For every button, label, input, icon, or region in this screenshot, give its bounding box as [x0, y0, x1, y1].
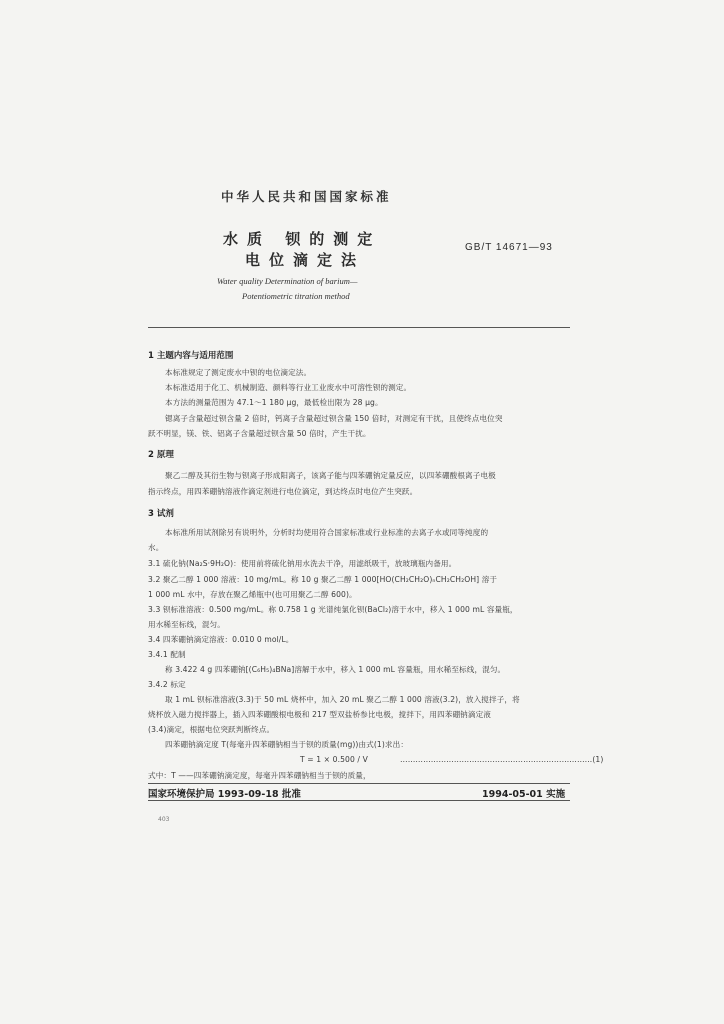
item-3-3b: 用水稀至标线，混匀。: [148, 620, 225, 629]
item-3-2a: 3.2 聚乙二醇 1 000 溶液：10 mg/mL。称 10 g 聚乙二醇 1 000[HO(CH₂CH₂O)ₙCH₂CH₂OH] 溶于: [148, 575, 498, 584]
item-3-4-1: 3.4.1 配制: [148, 650, 186, 659]
item-3-4-2-text-b: 烧杯放入磁力搅拌器上，插入四苯硼酸根电极和 217 型双盐桥参比电极，搅拌下，用四苯硼钠滴定液: [148, 710, 491, 719]
section2-para1b: 指示终点，用四苯硼钠溶液作滴定剂进行电位滴定，到达终点时电位产生突跃。: [148, 487, 418, 496]
item-3-1: 3.1 硫化钠(Na₂S·9H₂O)：使用前将硫化钠用水洗去干净，用滤纸吸干，放玻璃瓶内备用。: [148, 559, 457, 568]
effective-date: 1994-05-01 实施: [482, 789, 566, 800]
section1-para4b: 跃不明显，镁、铁、铝离子含量超过钡含量 50 倍时，产生干扰。: [148, 429, 371, 438]
section3-intro-a: 本标准所用试剂除另有说明外，分析时均使用符合国家标准或行业标准的去离子水或同等纯度的: [165, 528, 489, 537]
item-3-4-2-text-c: (3.4)滴定，根据电位突跃判断终点。: [148, 725, 275, 734]
section3-intro-b: 水。: [148, 543, 164, 552]
approval-date: 国家环境保护局 1993-09-18 批准: [148, 789, 301, 800]
footer-divider-top: [148, 783, 570, 784]
standard-code: GB/T 14671—93: [465, 242, 553, 253]
item-3-4-2-text-d: 四苯硼钠滴定度 T(每毫升四苯硼钠相当于钡的质量(mg))由式(1)求出：: [165, 740, 409, 749]
doc-title-line1: 水质 钡的测定: [223, 230, 382, 248]
section1-para4a: 锶离子含量超过钡含量 2 倍时，钙离子含量超过钡含量 150 倍时，对测定有干扰，且使终点电位突: [165, 414, 503, 423]
section2-para1a: 聚乙二醇及其衍生物与钡离子形成阳离子，该离子能与四苯硼钠定量反应，以四苯硼酸根离子电极: [165, 471, 496, 480]
item-3-3a: 3.3 钡标准溶液：0.500 mg/mL。称 0.758 1 g 光谱纯氯化钡(BaCl₂)溶于水中，移入 1 000 mL 容量瓶，: [148, 605, 518, 614]
item-3-4-2-text-a: 取 1 mL 钡标准溶液(3.3)于 50 mL 烧杯中，加入 20 mL 聚乙二醇 1 000 溶液(3.2)，放入搅拌子，将: [165, 695, 520, 704]
item-3-4: 3.4 四苯硼钠滴定溶液：0.010 0 mol/L。: [148, 635, 294, 644]
formula-number: …………………………………………………………………(1): [400, 755, 604, 764]
section1-title: 1 主题内容与适用范围: [148, 351, 234, 361]
section1-para2: 本标准适用于化工、机械制造、颜料等行业工业废水中可溶性钡的测定。: [165, 383, 412, 392]
title-english-line1: Water quality Determination of barium—: [217, 276, 358, 286]
item-3-4-2: 3.4.2 标定: [148, 680, 186, 689]
item-3-4-1-text: 称 3.422 4 g 四苯硼钠[(C₆H₅)₄BNa]溶解于水中，移入 1 000 mL 容量瓶，用水稀至标线，混匀。: [165, 665, 506, 674]
item-3-2b: 1 000 mL 水中，存放在聚乙烯瓶中(也可用聚乙二醇 600)。: [148, 590, 357, 599]
section1-para3: 本方法的测量范围为 47.1～1 180 μg，最低检出限为 28 μg。: [165, 398, 383, 407]
standard-org: 中华人民共和国国家标准: [221, 189, 392, 204]
section1-para1: 本标准规定了测定废水中钡的电位滴定法。: [165, 368, 312, 377]
title-english-line2: Potentiometric titration method: [242, 291, 350, 301]
formula: T = 1 × 0.500 / V: [300, 755, 368, 764]
doc-title-line2: 电位滴定法: [245, 251, 366, 269]
section2-title: 2 原理: [148, 450, 174, 460]
footer-divider-bottom: [148, 800, 570, 801]
section3-title: 3 试剂: [148, 509, 174, 519]
formula-where: 式中：T ——四苯硼钠滴定度，每毫升四苯硼钠相当于钡的质量，: [148, 771, 371, 780]
top-divider: [148, 327, 570, 328]
page-number: 403: [158, 816, 170, 823]
